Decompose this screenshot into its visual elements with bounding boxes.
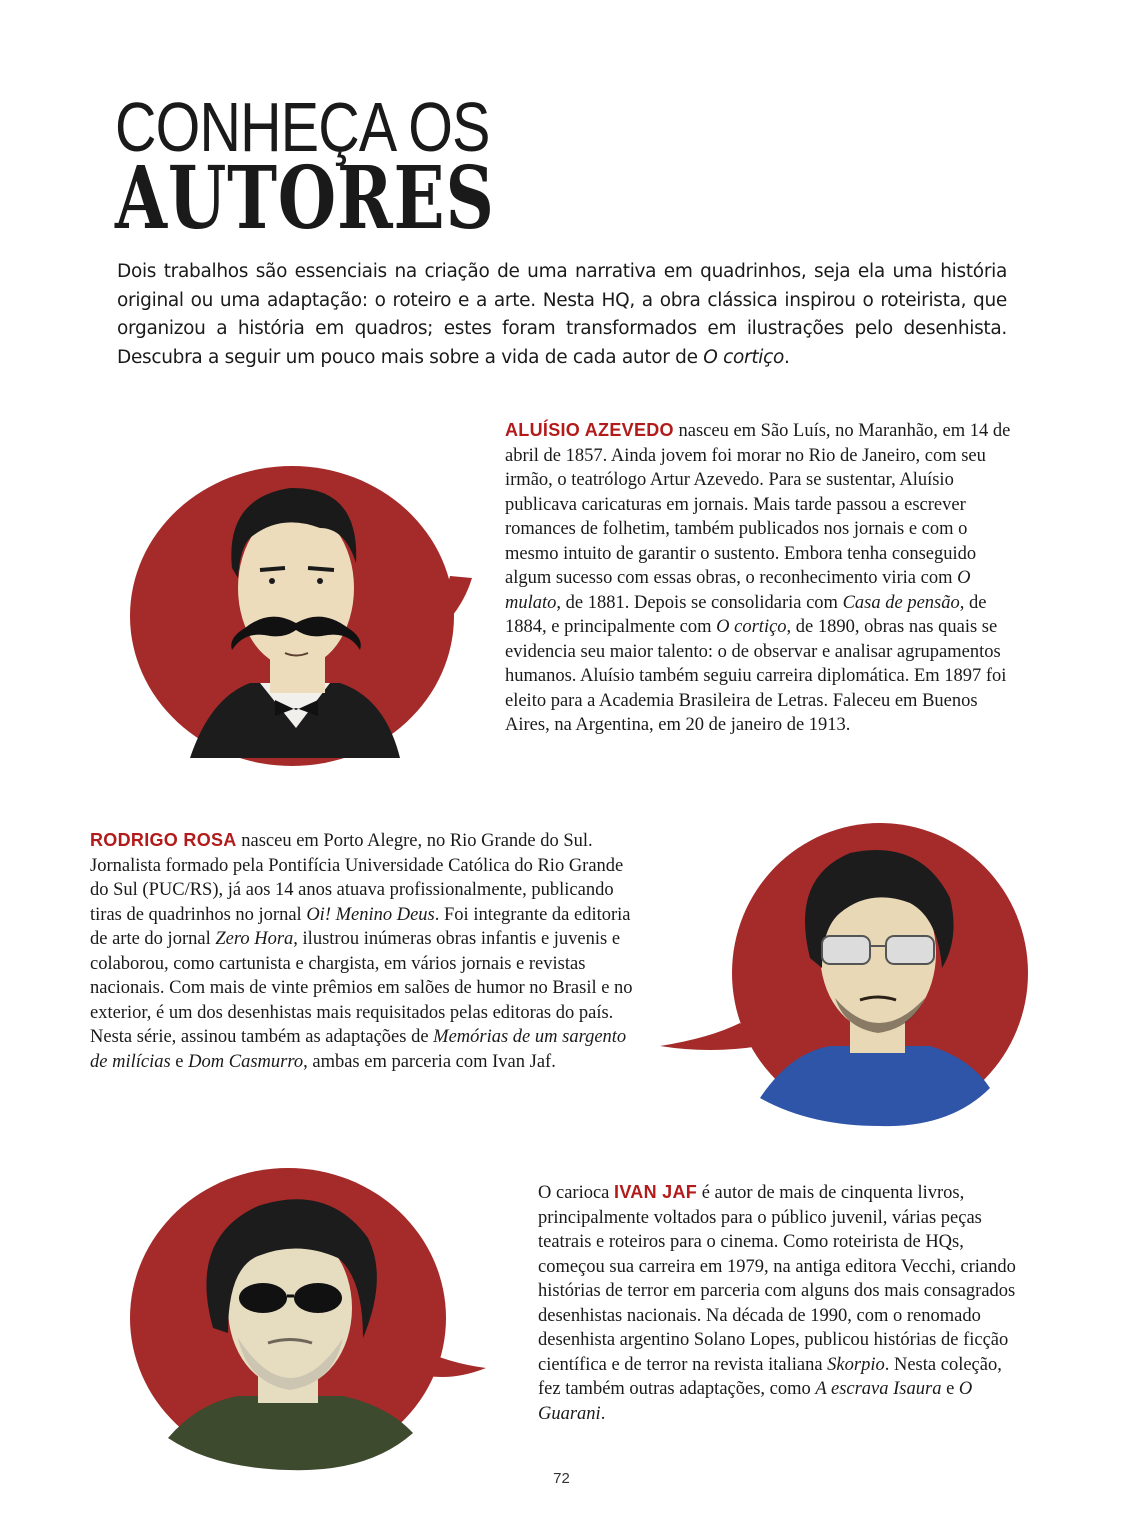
portrait-aluisio-azevedo bbox=[120, 458, 480, 768]
intro-paragraph bbox=[117, 258, 1007, 372]
bio-text: . Nesta coleção, fez também outras adaptações, como bbox=[538, 1354, 1002, 1399]
bio-text: é autor de mais de cinquenta livros, principalmente voltados para o público juvenil, várias peças teatrais e roteiros para o cinema. Como roteirista de HQs, começou sua carreira em 1979, na antiga editora Vecchi, criando histórias de terror em parceria com alguns dos mais consagrados desenhistas nacionais. Na década de 1990, com o renomado desenhista argentino Solano Lopes, publicou histórias de ficção científica e de terror na revista italiana bbox=[538, 1183, 1016, 1375]
author-name: IVAN JAF bbox=[614, 1182, 698, 1202]
bio-text: nasceu em São Luís, no Maranhão, em 14 de abril de 1857. Ainda jovem foi morar no Rio de Janeiro, com seu irmão, o teatrólogo Artur Azevedo. Para se sustentar, Aluísio publicava caricaturas em jornais. Mais tarde passou a escrever romances de folhetim, também publicados nos jornais e com o mesmo intuito de garantir o sustento. Embora tenha conseguido algum sucesso com essas obras, o reconhecimento viria com bbox=[505, 421, 1011, 588]
bio-text: , de 1884, e principalmente com bbox=[505, 592, 987, 637]
author-name: ALUÍSIO AZEVEDO bbox=[505, 420, 674, 440]
bio-text: . Foi integrante da editoria de arte do jornal bbox=[90, 904, 631, 949]
left-eye bbox=[269, 578, 275, 584]
sunglasses-left-lens bbox=[239, 1283, 287, 1313]
bio-text: nasceu em Porto Alegre, no Rio Grande do Sul. Jornalista formado pela Pontifícia Universidade Católica do Rio Grande do Sul (PUC/RS), já aos 14 anos atuava profissionalmente, publicando tiras de quadrinhos no jornal bbox=[90, 831, 624, 925]
book-title: Casa de pensão bbox=[842, 592, 960, 613]
title-line-2: AUTORES bbox=[115, 148, 495, 249]
bio-text: e bbox=[170, 1051, 189, 1072]
left-brow bbox=[260, 568, 285, 570]
publication-title: Zero Hora bbox=[215, 929, 294, 949]
portrait-ivan-jaf bbox=[118, 1168, 488, 1478]
book-title: A escrava Isaura bbox=[815, 1379, 942, 1399]
book-title: O Guarani bbox=[538, 1379, 973, 1424]
bio-ivan-jaf bbox=[538, 1180, 1028, 1426]
book-title: Memórias de um sargento de milícias bbox=[90, 1027, 627, 1072]
bio-text: e bbox=[941, 1379, 959, 1399]
bio-text: , ilustrou inúmeras obras infantis e juvenis e colaborou, como cartunista e chargista, em vários jornais e revistas nacionais. Com mais de vinte prêmios em salões de humor no Brasil e no exterior, é um dos desenhistas mais requisitados pelas editoras do país. Nesta série, assinou também as adaptações de bbox=[90, 929, 633, 1047]
publication-title: Oi! Menino Deus bbox=[306, 904, 435, 925]
publication-title: Skorpio bbox=[827, 1354, 885, 1375]
glasses-left-lens bbox=[822, 936, 870, 964]
sunglasses-right-lens bbox=[294, 1283, 342, 1313]
bio-rodrigo-rosa bbox=[90, 828, 635, 1074]
intro-end: . bbox=[784, 346, 790, 368]
page-number: 72 bbox=[553, 1470, 570, 1487]
intro-book-title: O cortiço bbox=[703, 346, 785, 368]
book-title: O mulato bbox=[505, 568, 971, 613]
bio-text: O carioca bbox=[538, 1183, 615, 1203]
bio-text: , de 1890, obras nas quais se evidencia seu maior talento: o de observar e analisar agrupamentos humanos. Aluísio também seguiu carreira diplomática. Em 1897 foi eleito para a Academia Brasileira de Letras. Faleceu em Buenos Aires, na Argentina, em 20 de janeiro de 1913. bbox=[505, 617, 1007, 735]
book-title: Dom Casmurro bbox=[188, 1051, 304, 1072]
intro-text: Dois trabalhos são essenciais na criação de uma narrativa em quadrinhos, seja ela uma história original ou uma adaptação: o roteiro e a arte. Nesta HQ, a obra clássica inspirou o roteirista, que organizou a história em quadros; estes foram transformados em ilustrações pelo desenhista. Descubra a seguir um pouco mais sobre a vida de cada autor de bbox=[117, 261, 1007, 368]
bio-text: , de 1881. Depois se consolidaria com bbox=[556, 592, 843, 613]
title-line-1: CONHEÇA OS bbox=[115, 88, 490, 166]
book-title: O cortiço bbox=[716, 617, 787, 637]
right-brow bbox=[308, 568, 334, 570]
bio-text: . bbox=[600, 1403, 606, 1424]
portrait-rodrigo-rosa bbox=[650, 818, 1050, 1128]
glasses-right-lens bbox=[886, 936, 934, 964]
author-name: RODRIGO ROSA bbox=[90, 830, 237, 850]
right-eye bbox=[317, 578, 323, 584]
page-title bbox=[115, 88, 675, 249]
bio-aluisio-azevedo bbox=[505, 418, 1025, 738]
bio-text: , ambas em parceria com Ivan Jaf. bbox=[303, 1051, 556, 1072]
